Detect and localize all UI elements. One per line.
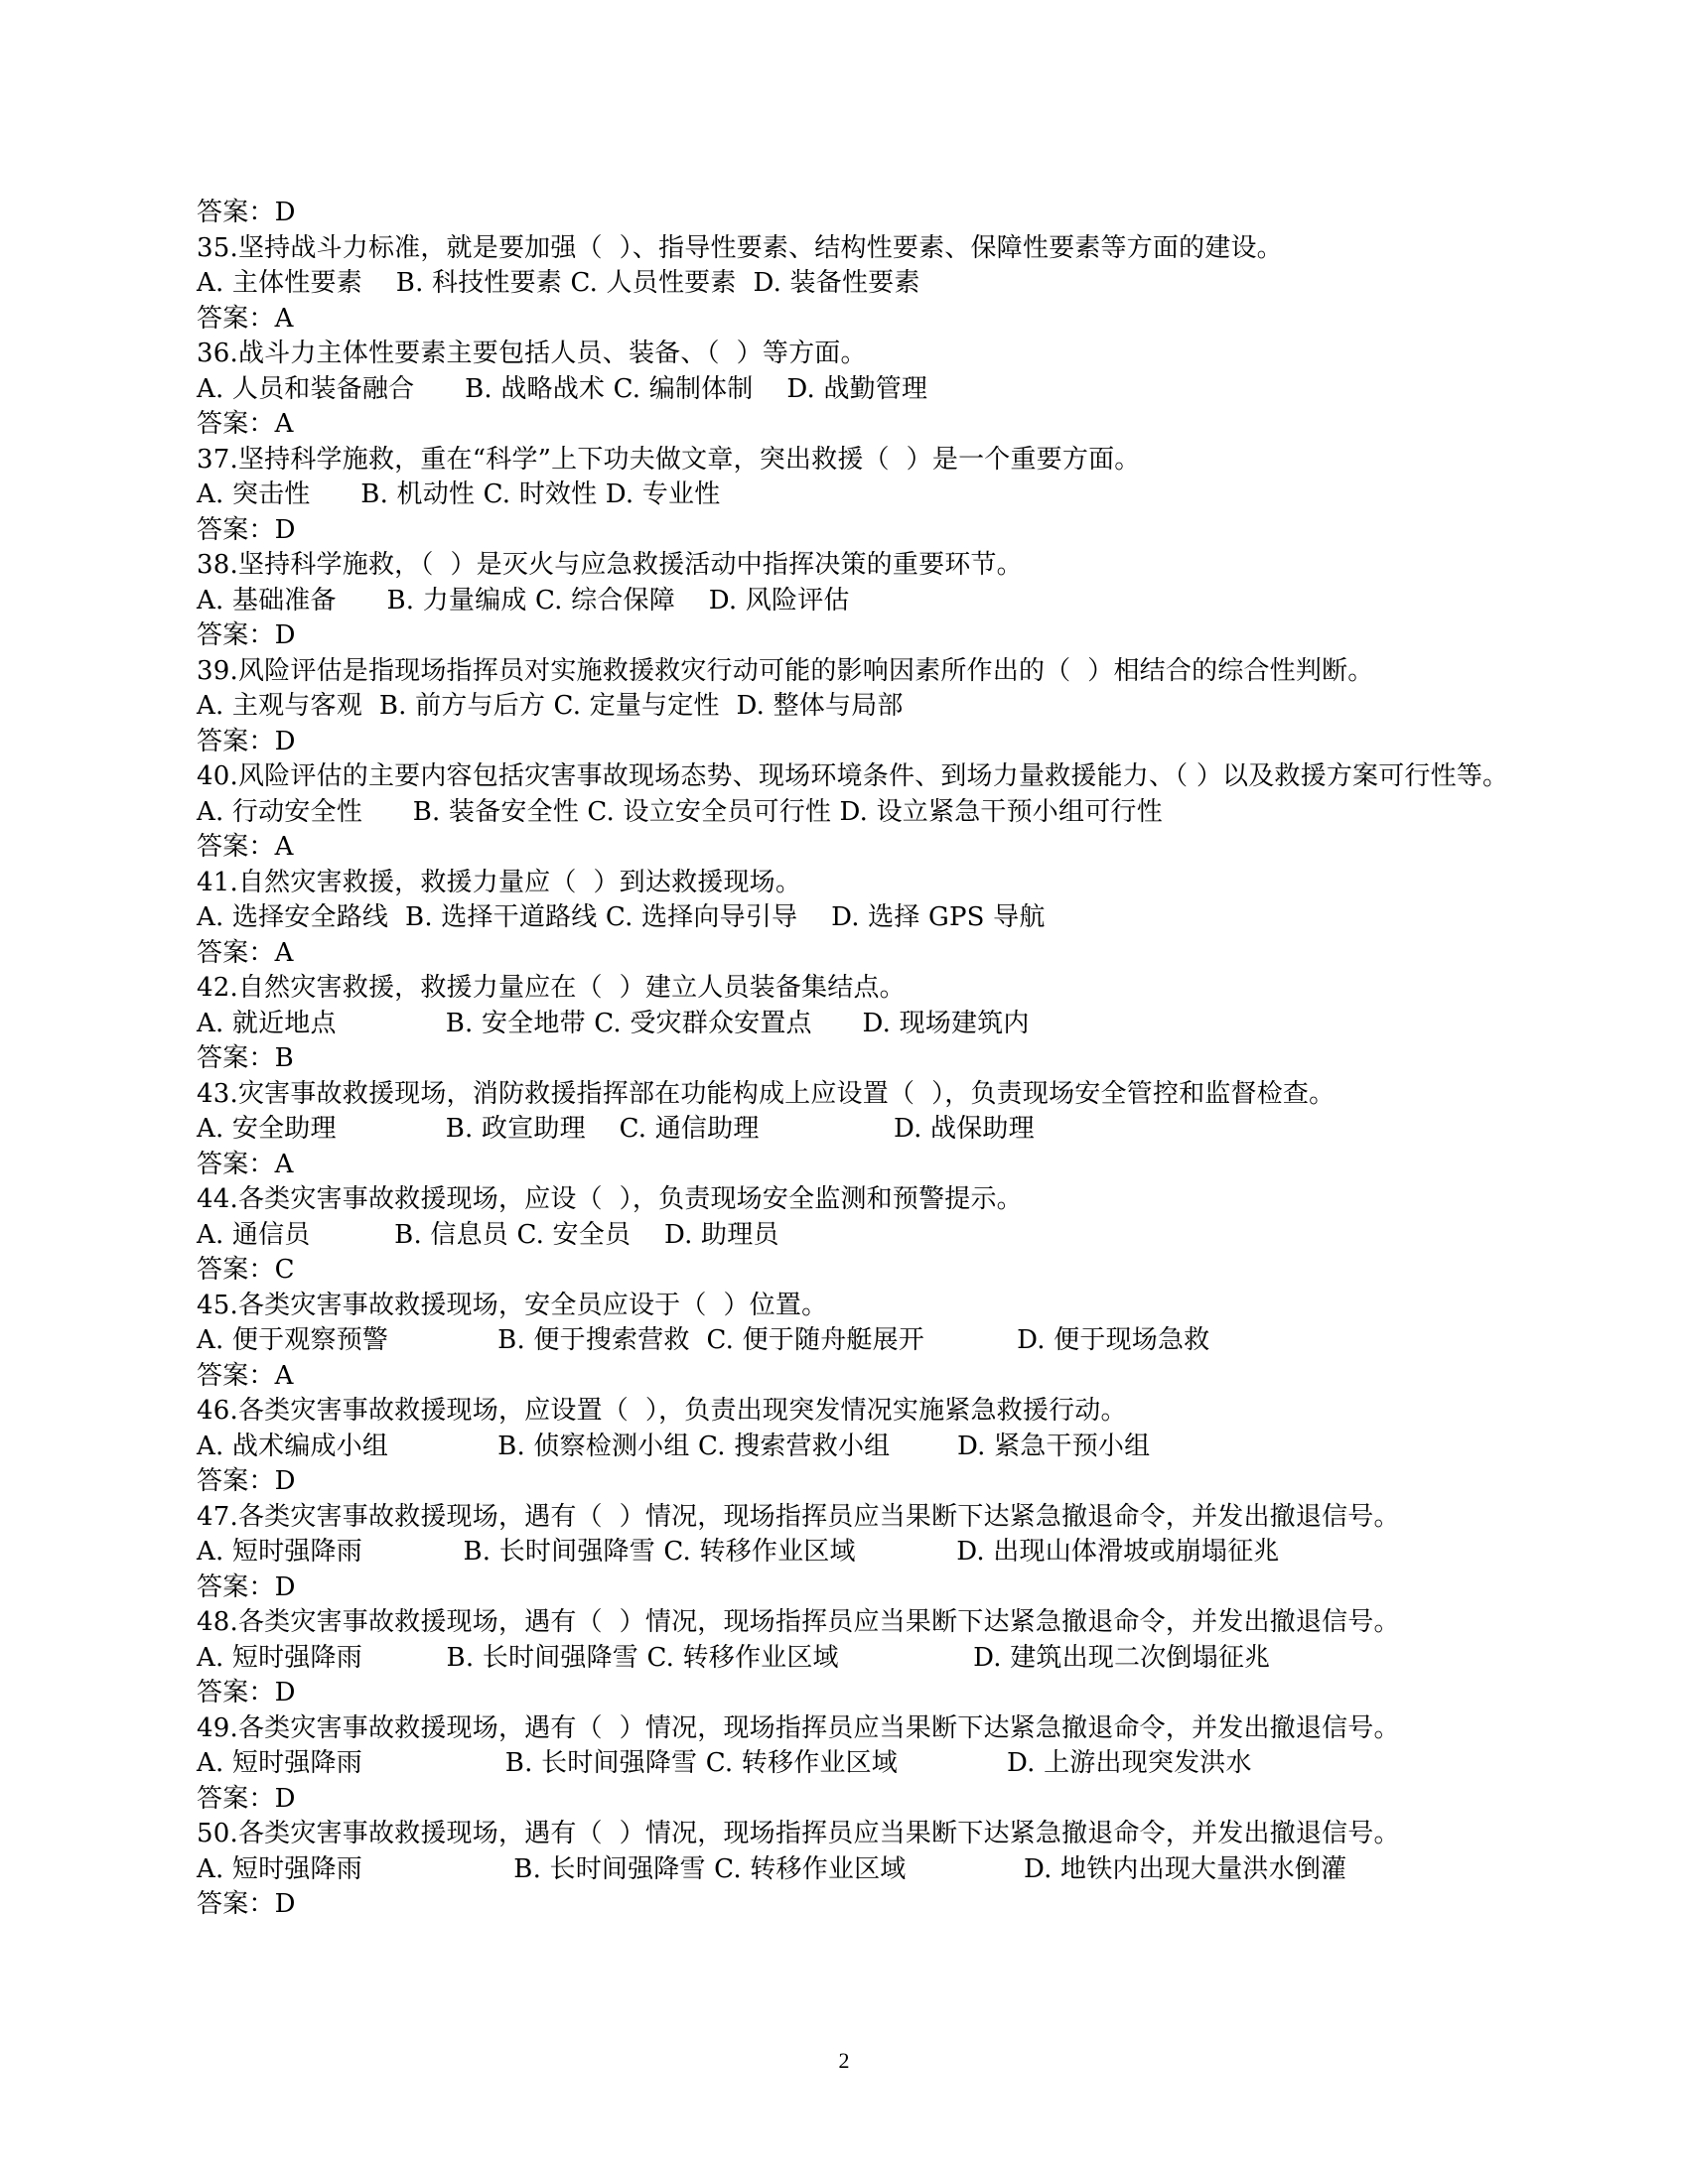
options-line: A. 安全助理 B. 政宣助理 C. 通信助理 D. 战保助理	[197, 1114, 1035, 1144]
page-number: 2	[838, 2048, 850, 2073]
question-line: 43.灾害事故救援现场，消防救援指挥部在功能构成上应设置（ ），负责现场安全管控和监督检查。	[197, 1078, 1336, 1109]
question-line: 45.各类灾害事故救援现场，安全员应设于（ ）位置。	[197, 1290, 828, 1320]
question-line: 46.各类灾害事故救援现场，应设置（ ），负责出现突发情况实施紧急救援行动。	[197, 1396, 1127, 1426]
answer-line: 答案：C	[197, 1255, 295, 1285]
options-line: A. 选择安全路线 B. 选择干道路线 C. 选择向导引导 D. 选择 GPS 导航	[197, 902, 1046, 932]
answer-line: 答案：A	[197, 409, 294, 439]
options-line: A. 主体性要素 B. 科技性要素 C. 人员性要素 D. 装备性要素	[197, 268, 920, 298]
question-line: 49.各类灾害事故救援现场，遇有（ ）情况，现场指挥员应当果断下达紧急撤退命令，并发出撤退信号。	[197, 1712, 1400, 1743]
options-line: A. 基础准备 B. 力量编成 C. 综合保障 D. 风险评估	[197, 585, 850, 615]
answer-line: 答案：D	[197, 198, 296, 227]
question-line: 41.自然灾害救援，救援力量应（ ）到达救援现场。	[197, 867, 802, 897]
question-line: 37.坚持科学施救，重在“科学”上下功夫做文章，突出救援（ ）是一个重要方面。	[197, 444, 1141, 475]
question-line: 44.各类灾害事故救援现场，应设（ ），负责现场安全监测和预警提示。	[197, 1184, 1023, 1214]
question-list	[197, 196, 1527, 1923]
question-line: 48.各类灾害事故救援现场，遇有（ ）情况，现场指挥员应当果断下达紧急撤退命令，并发出撤退信号。	[197, 1607, 1400, 1637]
options-line: A. 行动安全性 B. 装备安全性 C. 设立安全员可行性 D. 设立紧急干预小组可行性	[197, 796, 1163, 827]
options-line: A. 短时强降雨 B. 长时间强降雪 C. 转移作业区域 D. 上游出现突发洪水	[197, 1748, 1252, 1778]
question-line: 50.各类灾害事故救援现场，遇有（ ）情况，现场指挥员应当果断下达紧急撤退命令，并发出撤退信号。	[197, 1819, 1400, 1848]
options-line: A. 突击性 B. 机动性 C. 时效性 D. 专业性	[197, 479, 721, 509]
options-line: A. 战术编成小组 B. 侦察检测小组 C. 搜索营救小组 D. 紧急干预小组	[197, 1431, 1151, 1461]
answer-line: 答案：A	[197, 832, 294, 862]
question-line: 36.战斗力主体性要素主要包括人员、装备、（ ）等方面。	[197, 339, 867, 368]
question-line: 40.风险评估的主要内容包括灾害事故现场态势、现场环境条件、到场力量救援能力、（ ）以及救援方案可行性等。	[197, 761, 1509, 791]
options-line: A. 便于观察预警 B. 便于搜索营救 C. 便于随舟艇展开 D. 便于现场急救	[197, 1325, 1210, 1355]
answer-line: 答案：A	[197, 1360, 294, 1391]
options-line: A. 短时强降雨 B. 长时间强降雪 C. 转移作业区域 D. 地铁内出现大量洪水倒灌	[197, 1853, 1347, 1884]
answer-line: 答案：D	[197, 620, 296, 650]
question-line: 39.风险评估是指现场指挥员对实施救援救灾行动可能的影响因素所作出的（ ）相结合的综合性判断。	[197, 655, 1374, 686]
options-line: A. 短时强降雨 B. 长时间强降雪 C. 转移作业区域 D. 建筑出现二次倒塌征兆	[197, 1642, 1271, 1673]
answer-line: 答案：D	[197, 1889, 296, 1919]
options-line: A. 通信员 B. 信息员 C. 安全员 D. 助理员	[197, 1219, 779, 1250]
question-line: 42.自然灾害救援，救援力量应在（ ）建立人员装备集结点。	[197, 973, 906, 1003]
options-line: A. 人员和装备融合 B. 战略战术 C. 编制体制 D. 战勤管理	[197, 373, 928, 404]
answer-line: 答案：D	[197, 1783, 296, 1814]
question-line: 38.坚持科学施救，（ ）是灭火与应急救援活动中指挥决策的重要环节。	[197, 550, 1023, 580]
answer-line: 答案：A	[197, 1149, 294, 1179]
answer-line: 答案：D	[197, 726, 296, 756]
answer-line: 答案：D	[197, 1571, 296, 1602]
answer-line: 答案：D	[197, 514, 296, 545]
options-line: A. 就近地点 B. 安全地带 C. 受灾群众安置点 D. 现场建筑内	[197, 1008, 1030, 1038]
answer-line: 答案：A	[197, 303, 294, 334]
question-line: 47.各类灾害事故救援现场，遇有（ ）情况，现场指挥员应当果断下达紧急撤退命令，并发出撤退信号。	[197, 1501, 1400, 1532]
answer-line: 答案：B	[197, 1043, 294, 1073]
answer-line: 答案：A	[197, 937, 294, 968]
options-line: A. 短时强降雨 B. 长时间强降雪 C. 转移作业区域 D. 出现山体滑坡或崩塌征兆	[197, 1537, 1280, 1567]
answer-line: 答案：D	[197, 1678, 296, 1707]
answer-line: 答案：D	[197, 1466, 296, 1496]
options-line: A. 主观与客观 B. 前方与后方 C. 定量与定性 D. 整体与局部	[197, 691, 904, 721]
question-line: 35.坚持战斗力标准，就是要加强（ ）、指导性要素、结构性要素、保障性要素等方面的建设。	[197, 232, 1283, 263]
